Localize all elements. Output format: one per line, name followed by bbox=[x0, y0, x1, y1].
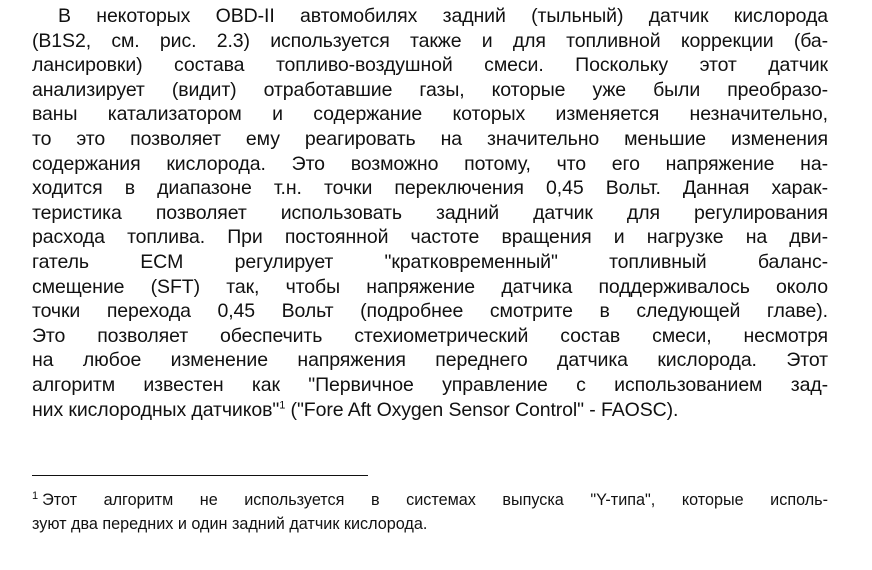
paragraph-line: ваны катализатором и содержание которых изменяется незначительно, bbox=[32, 103, 828, 126]
last-line-end: ("Fore Aft Oxygen Sensor Control" - FAOSC). bbox=[285, 398, 679, 421]
footnote-line: зуют два передних и один задний датчик кислорода. bbox=[32, 514, 428, 533]
footnote-number: 1 bbox=[32, 489, 39, 502]
body-paragraph bbox=[32, 4, 828, 422]
paragraph-line: ходится в диапазоне т.н. точки переключения 0,45 Вольт. Данная харак- bbox=[32, 177, 828, 200]
paragraph-line: В некоторых OBD-II автомобилях задний (тыльный) датчик кислорода bbox=[58, 5, 828, 27]
paragraph-line: смещение (SFT) так, чтобы напряжение датчика поддерживалось около bbox=[32, 275, 828, 298]
paragraph-line: расхода топлива. При постоянной частоте вращения и нагрузке на дви- bbox=[32, 226, 828, 249]
paragraph-line: точки перехода 0,45 Вольт (подробнее смотрите в следующей главе). bbox=[32, 300, 828, 323]
paragraph-line: гатель ECM регулирует "кратковременный" топливный баланс- bbox=[32, 250, 828, 273]
paragraph-last-line bbox=[32, 398, 828, 423]
footnote-line-1-text: Этот алгоритм не используется в системах выпуска "Y-типа", которые исполь- bbox=[42, 491, 828, 509]
paragraph-line: на любое изменение напряжения переднего датчика кислорода. Этот bbox=[32, 349, 828, 372]
paragraph-line: содержания кислорода. Это возможно потому, что его напряжение на- bbox=[32, 152, 828, 175]
paragraph-line: лансировки) состава топливо-воздушной смеси. Поскольку этот датчик bbox=[32, 54, 828, 77]
footnote-reference-mark[interactable]: 1 bbox=[279, 399, 286, 411]
paragraph-line: Это позволяет обеспечить стехиометрический состав смеси, несмотря bbox=[32, 324, 828, 347]
footnote-separator bbox=[32, 475, 368, 476]
paragraph-line: теристика позволяет использовать задний датчик для регулирования bbox=[32, 201, 828, 224]
footnote-line bbox=[32, 489, 828, 513]
paragraph-line: анализирует (видит) отработавшие газы, которые уже были преобразо- bbox=[32, 78, 828, 101]
paragraph-line: то это позволяет ему реагировать на значительно меньшие изменения bbox=[32, 127, 828, 150]
footnote bbox=[32, 489, 828, 536]
last-line-start: них кислородных датчиков" bbox=[32, 398, 280, 421]
paragraph-line: (B1S2, см. рис. 2.3) используется также и для топливной коррекции (ба- bbox=[32, 29, 828, 52]
paragraph-line: алгоритм известен как "Первичное управление с использованием зад- bbox=[32, 373, 828, 396]
